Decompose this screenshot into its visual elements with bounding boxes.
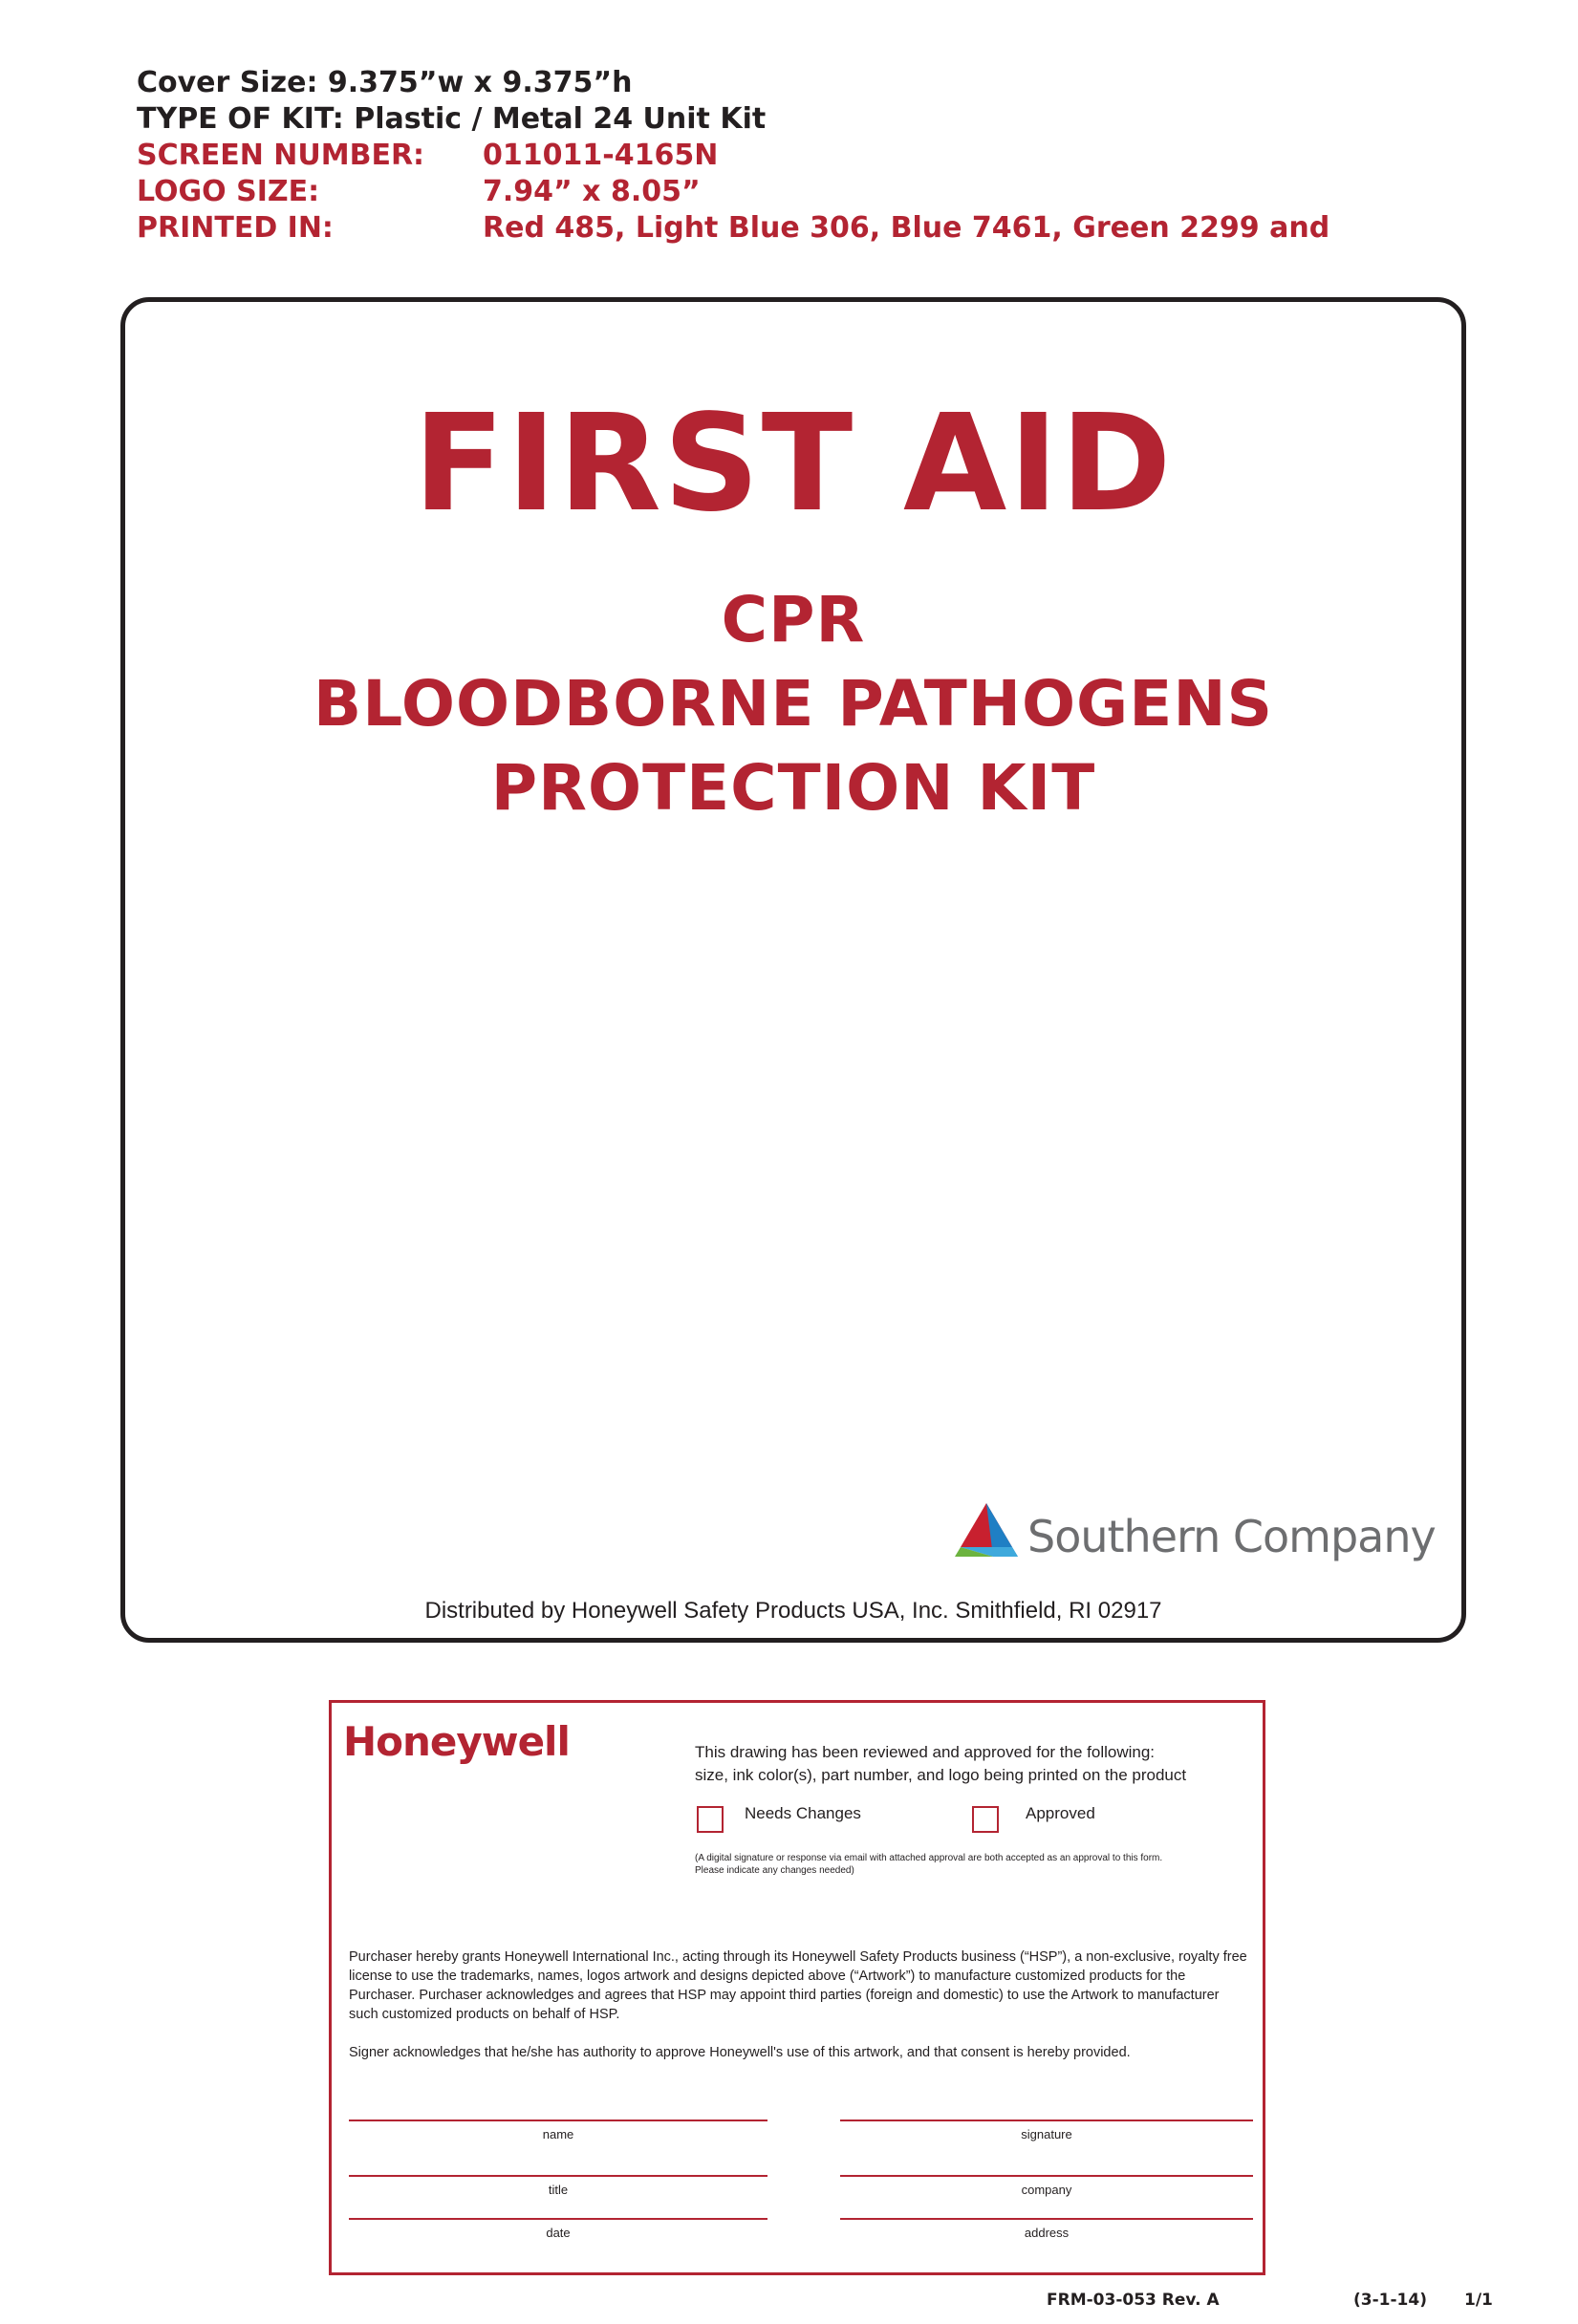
review-statement [695, 1741, 1186, 1787]
spec-block [137, 65, 1330, 247]
company-line[interactable] [840, 2175, 1253, 2177]
printed-in-value: Red 485, Light Blue 306, Blue 7461, Green 2299 and [483, 211, 1330, 245]
cover-artwork-frame [120, 297, 1466, 1643]
address-label: address [1024, 2226, 1070, 2240]
honeywell-logo: Honeywell [343, 1718, 570, 1765]
signature-label: signature [1021, 2127, 1072, 2141]
approval-note-line-2: Please indicate any changes needed) [695, 1865, 854, 1876]
needs-changes-checkbox[interactable] [697, 1806, 724, 1833]
form-number: FRM-03-053 Rev. A [1047, 2291, 1220, 2310]
needs-changes-label: Needs Changes [745, 1804, 861, 1822]
cpr-heading: CPR [721, 583, 866, 656]
southern-company-text: Southern Company [1027, 1511, 1436, 1562]
review-line-2: size, ink color(s), part number, and logo being printed on the product [695, 1766, 1187, 1784]
approved-checkbox[interactable] [972, 1806, 999, 1833]
signer-paragraph: Signer acknowledges that he/she has authority to approve Honeywell's use of this artwork, and that consent is hereby provided. [349, 2045, 1131, 2060]
title-line[interactable] [349, 2175, 767, 2177]
first-aid-title: FIRST AID [413, 386, 1174, 542]
approved-label: Approved [1026, 1804, 1095, 1822]
license-paragraph: Purchaser hereby grants Honeywell International Inc., acting through its Honeywell Safety Products business (“HSP”), a non-exclusive, royalty free license to use the trademarks, names, logos artwork and designs depicted above (“Artwork”) to manufacture customized products for the Purchaser. Purchaser acknowledges and agrees that HSP may appoint third parties (foreign and domestic) to use the Artwork to manufacturer such customized products on behalf of HSP. [349, 1949, 1247, 2022]
company-label: company [1021, 2183, 1072, 2197]
date-label: date [546, 2226, 571, 2240]
logo-size-label: LOGO SIZE: [137, 175, 320, 208]
logo-size-value: 7.94” x 8.05” [483, 175, 701, 208]
protection-kit-heading: PROTECTION KIT [490, 751, 1096, 825]
screen-number-value: 011011-4165N [483, 139, 719, 172]
approval-form [329, 1700, 1265, 2275]
date-line[interactable] [349, 2218, 767, 2220]
screen-number-label: SCREEN NUMBER: [137, 139, 425, 172]
distributed-by-text: Distributed by Honeywell Safety Products USA, Inc. Smithfield, RI 02917 [424, 1598, 1162, 1624]
title-label: title [548, 2183, 569, 2197]
approval-note-line-1: (A digital signature or response via email with attached approval are both accepted as an approval to this form. [695, 1853, 1163, 1863]
screen-number-row [137, 138, 766, 174]
southern-company-logo [955, 1503, 1528, 1580]
cover-size-text: Cover Size: 9.375”w x 9.375”h [137, 66, 633, 99]
printed-in-label: PRINTED IN: [137, 211, 334, 245]
review-line-1: This drawing has been reviewed and approved for the following: [695, 1743, 1156, 1761]
printed-in-row [137, 210, 1330, 247]
legal-text [349, 1947, 1247, 2081]
kit-type-text: TYPE OF KIT: Plastic / Metal 24 Unit Kit [137, 102, 767, 136]
bloodborne-pathogens-heading: BLOODBORNE PATHOGENS [313, 667, 1274, 741]
page-number: 1/1 [1464, 2291, 1493, 2310]
approval-note [695, 1852, 1162, 1877]
address-line[interactable] [840, 2218, 1253, 2220]
logo-size-row [137, 174, 766, 210]
name-line[interactable] [349, 2120, 767, 2121]
signature-line[interactable] [840, 2120, 1253, 2121]
name-label: name [542, 2127, 574, 2141]
southern-company-triangle-icon [955, 1503, 1018, 1560]
form-date: (3-1-14) [1353, 2291, 1427, 2310]
